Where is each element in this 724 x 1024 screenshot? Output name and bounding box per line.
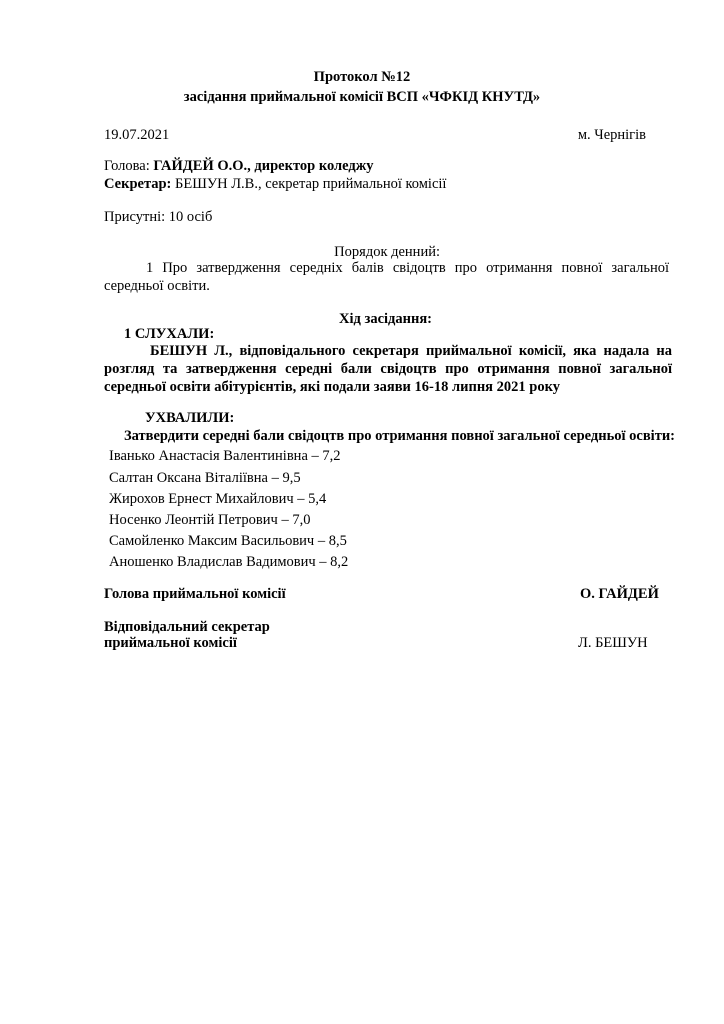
meeting-date: 19.07.2021 [104,127,170,143]
resolved-text: Затвердити середні бали свідоцтв про отримання повної загальної середньої освіти: [124,428,676,444]
heard-text: БЕШУН Л., відповідального секретаря приймальної комісії, яка надала на розгляд та затвердження середні бали свідоцтв про отримання повної загальної середньої освіти абітурієнтів, які подали заяви 16-18 липня 2021 року [104,343,672,395]
chair-signature-name: О. ГАЙДЕЙ [580,586,659,602]
document-subtitle: засідання приймальної комісії ВСП «ЧФКІД КНУТД» [183,89,541,105]
proceedings-heading: Хід засідання: [339,311,432,327]
secretary-signature-title-1: Відповідальний секретар [104,619,270,635]
document-title: Протокол №12 [313,69,411,85]
meeting-city: м. Чернігів [577,127,646,143]
chair-label: Голова: [104,158,150,174]
agenda-heading: Порядок денний: [334,244,440,260]
chair-value: ГАЙДЕЙ О.О., директор коледжу [153,158,374,174]
secretary-signature-name: Л. БЕШУН [578,635,648,651]
secretary-signature-title-2: приймальної комісії [104,635,237,651]
list-item: Іванько Анастасія Валентинівна – 7,2 [109,448,341,464]
resolved-label: УХВАЛИЛИ: [145,410,235,426]
heard-label: 1 СЛУХАЛИ: [124,326,215,342]
secretary-label: Секретар: [104,176,172,192]
attendance: Присутні: 10 осіб [104,209,213,225]
agenda-item: 1 Про затвердження середніх балів свідоцтв про отримання повної загальної середньої освіти. [104,260,669,294]
secretary-value: БЕШУН Л.В., секретар приймальної комісії [175,176,447,192]
chair-line [104,157,374,175]
list-item: Жирохов Ернест Михайлович – 5,4 [109,491,327,507]
list-item: Самойленко Максим Васильович – 8,5 [109,533,347,549]
list-item: Носенко Леонтій Петрович – 7,0 [109,512,311,528]
secretary-line [104,175,446,193]
list-item: Аношенко Владислав Вадимович – 8,2 [109,554,349,570]
chair-signature-title: Голова приймальної комісії [104,586,286,602]
list-item: Салтан Оксана Віталіївна – 9,5 [109,470,301,486]
